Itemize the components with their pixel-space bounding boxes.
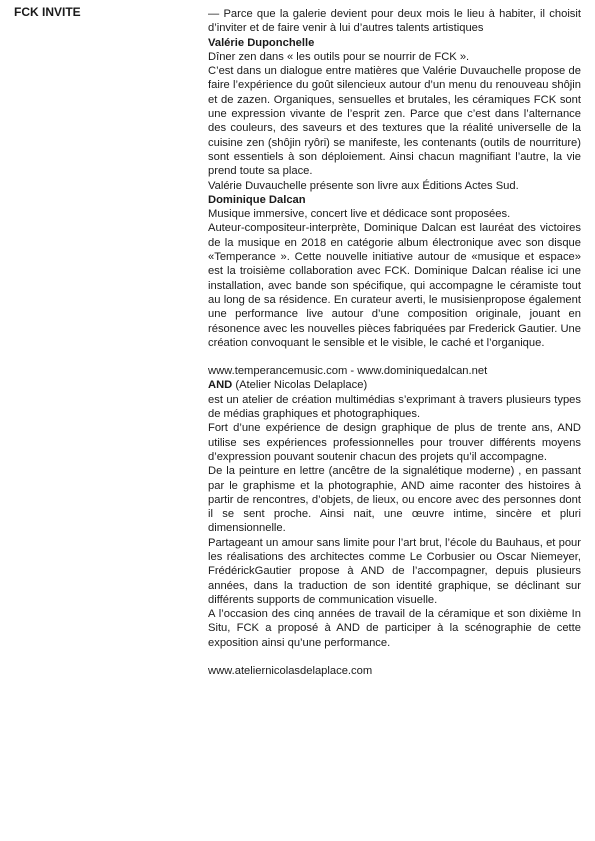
section-and [208,378,581,678]
paragraph: Dîner zen dans « les outils pour se nourrir de FCK ». [208,50,470,63]
paragraph: A l’occasion des cinq années de travail de la céramique et son dixième In Situ, FCK a proposé à AND de participer à la scénographie de cette exposition ainsi qu’une performance. [208,608,581,649]
section-dominique-dalcan [208,193,581,379]
page-title: FCK INVITE [14,5,81,19]
artist-name: Dominique Dalcan [208,193,306,206]
section-valerie-duponchelle [208,36,581,193]
paragraph: Fort d’une expérience de design graphique de plus de trente ans, AND utilise ses expériences professionnelles pour trouver différents moyens d’expression pouvant soutenir chacun des projets qu’il accompagne. [208,422,581,463]
paragraph: Valérie Duvauchelle présente son livre aux Éditions Actes Sud. [208,179,519,192]
artist-name-suffix: (Atelier Nicolas Delaplace) [232,379,368,392]
website-link[interactable]: www.ateliernicolasdelaplace.com [208,665,373,678]
document-body [208,7,581,678]
paragraph: De la peinture en lettre (ancêtre de la signalétique moderne) , en passant par le graphisme et la photographie, AND aime raconter des histoires à partir de rencontres, d’objets, de lieux, ou encore avec des personnes dont il se sent proche. Ainsi nait, une œuvre intime, sincère et pluri dimensionnelle. [208,465,581,535]
artist-name: AND [208,379,233,392]
paragraph: est un atelier de création multimédias s’exprimant à travers plusieurs types de médias graphiques et photographiques. [208,393,581,421]
paragraph: Auteur-compositeur-interprète, Dominique Dalcan est lauréat des victoires de la musique en 2018 en catégorie album électronique avec son disque «Temperance ». Cette nouvelle initiative autour de «musique et espace» est la troisième collaboration avec FCK. Dominique Dalcan réalise ici une installation, avec bande son spécifique, qui accompagne le céramiste tout au long de sa résidence. En curateur averti, le musisienpropose également une performance live autour d’une composition originale, jouant en résonence avec les nouvelles pièces fabriquées par Frederick Gautier. Une création convoquant le sensible et le visible, le caché et l’organique. [208,222,581,349]
paragraph: Partageant un amour sans limite pour l’art brut, l’école du Bauhaus, et pour les réalisations des architectes comme Le Corbusier ou Oscar Niemeyer, FrédérickGautier propose à AND de l’accompagner, depuis plusieurs années, dans la traduction de son identité graphique, se déclinant sur différents supports de communication visuelle. [208,536,581,606]
website-link[interactable]: www.temperancemusic.com - www.dominiquedalcan.net [208,365,488,378]
intro-paragraph: — Parce que la galerie devient pour deux mois le lieu à habiter, il choisit d’inviter et de faire venir à lui d’autres talents artistiques [208,8,581,35]
artist-name: Valérie Duponchelle [208,36,315,49]
artist-heading [208,378,581,392]
paragraph: C’est dans un dialogue entre matières que Valérie Duvauchelle propose de faire l’expérience du goût silencieux autour d’un menu du renouveau shôjin et de zazen. Organiques, sensuelles et brutales, les céramiques FCK sont une expression vivante de l’esprit zen. Parce que c’est dans l’alternance des couleurs, des saveurs et des textures que la réalité universelle de la cuisine zen (shôjin ryôri) se manifeste, les contenants (outils de nourriture) sont essentiels à son déploiement. Ainsi chacun magnifiant l’autre, la vie prend toute sa place. [208,65,581,178]
paragraph: Musique immersive, concert live et dédicace sont proposées. [208,208,511,221]
